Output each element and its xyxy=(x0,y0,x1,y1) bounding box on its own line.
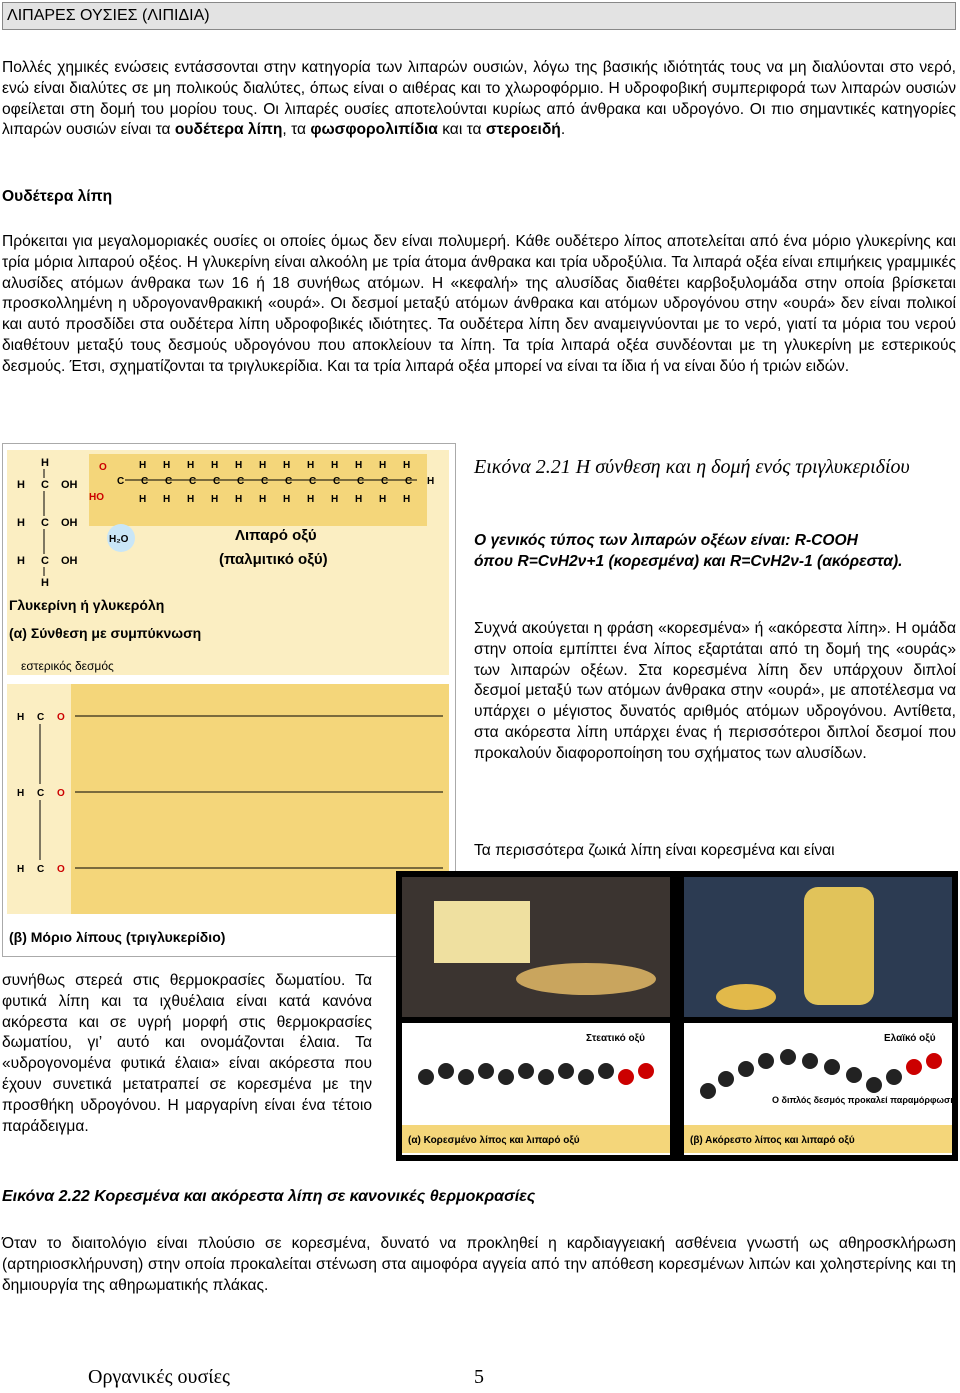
svg-text:H: H xyxy=(331,460,339,471)
svg-text:O: O xyxy=(57,864,65,875)
closing-paragraph: Όταν το διαιτολόγιο είναι πλούσιο σε κορεσμένα, δυνατό να προκληθεί η καρδιαγγειακή ασθένεια γνωστή ως αθηροσκλήρωση (αρτηριοσκλήρυνση) στην οποία προκαλείται στένωση στα αιμοφόρα αγγεία από την απόθεση κορεσμένων λιπών και χοληστερίνης και τη δημιουργία της αθηρωματικής πλάκας. xyxy=(2,1235,956,1294)
triglyceride-panel-bg xyxy=(7,684,449,914)
svg-text:H: H xyxy=(355,494,363,505)
svg-text:C: C xyxy=(41,555,49,567)
fatty-acid-formula xyxy=(474,531,956,573)
svg-text:C: C xyxy=(37,864,45,875)
butter-block xyxy=(434,901,530,963)
svg-text:C: C xyxy=(141,476,149,487)
svg-text:H: H xyxy=(235,494,243,505)
svg-text:H: H xyxy=(307,494,315,505)
svg-text:C: C xyxy=(213,476,221,487)
svg-text:H: H xyxy=(211,460,219,471)
svg-text:H: H xyxy=(139,460,147,471)
svg-text:H: H xyxy=(403,494,411,505)
animal-fats-sentence-start: Τα περισσότερα ζωικά λίπη είναι κορεσμένα και είναι xyxy=(474,842,835,859)
svg-text:H: H xyxy=(259,460,267,471)
page-number: 5 xyxy=(474,1366,484,1388)
term-phospholipids: φωσφορολιπίδια xyxy=(310,121,438,139)
svg-text:C: C xyxy=(405,476,413,487)
svg-text:C: C xyxy=(333,476,341,487)
svg-text:C: C xyxy=(285,476,293,487)
glycerol-label: Γλυκερίνη ή γλυκερόλη xyxy=(9,597,165,613)
svg-text:C: C xyxy=(117,476,125,487)
svg-text:C: C xyxy=(41,517,49,529)
ho-group: HO xyxy=(89,492,104,503)
svg-text:H: H xyxy=(283,494,291,505)
section-heading: Ουδέτερα λίπη xyxy=(2,188,113,205)
saturated-fat-label: (α) Κορεσμένο λίπος και λιπαρό οξύ xyxy=(408,1135,580,1146)
svg-text:H: H xyxy=(17,517,25,529)
svg-text:H: H xyxy=(403,460,411,471)
svg-text:C: C xyxy=(165,476,173,487)
svg-text:H: H xyxy=(259,494,267,505)
section-paragraph: Πρόκειται για μεγαλομοριακές ουσίες οι οποίες όμως δεν είναι πολυμερή. Κάθε ουδέτερο λίπος αποτελείται από ένα μόριο γλυκερίνης και τρία μόρια λιπαρού οξέος. Η γλυκερίνη είναι αλκοόλη με τρία άτομα άνθρακα και τρία υδροξύλια. Τα λιπαρά οξέα είναι επιμήκεις γραμμικές αλυσίδες ατόμων άνθρακα των 16 ή 18 συνήθως ατόμων. Η «κεφαλή» της αλυσίδας διαθέτει καρβοξυλομάδα στην οποία βρίσκεται προσκολλημένη η υδρογονανθρακική «ουρά». Οι δεσμοί μεταξύ ατόμων άνθρακα και ατόμων υδρογόνου στην «ουρά» δεν είναι πολικοί και αυτό προσδίδει στα ουδέτερα λίπη υδροφοβικές ιδιότητες. Τα ουδέτερα λίπη δεν αναμειγνύονται με το νερό, γιατί τα μόρια του νερού διαθέτουν μεταξύ τους δεσμούς υδρογόνου που αποκλείουν τα λίπη. Τα τρία λιπαρά οξέα συνδέονται με τη γλυκερίνη με εστερικούς δεσμούς. Έτσι, σχηματίζονται τα τριγλυκερίδια. Και τα τρία λιπαρά οξέα μπορεί να είναι τα ίδια ή να είναι δύο ή τριών ειδών. xyxy=(2,233,956,375)
formula-line-1: Ο γενικός τύπος των λιπαρών οξέων είναι: R-COOH xyxy=(474,532,858,549)
footer-section-name: Οργανικές ουσίες xyxy=(88,1366,230,1388)
term-neutral-fats: ουδέτερα λίπη xyxy=(174,121,283,139)
stearic-acid-label: Στεατικό οξύ xyxy=(586,1033,645,1044)
svg-text:H: H xyxy=(379,460,387,471)
svg-text:H: H xyxy=(187,460,195,471)
svg-text:H: H xyxy=(187,494,195,505)
svg-text:O: O xyxy=(99,462,107,473)
oleic-acid-label: Ελαϊκό οξύ xyxy=(884,1033,936,1044)
svg-text:OH: OH xyxy=(61,517,78,529)
svg-text:H: H xyxy=(163,460,171,471)
svg-text:C: C xyxy=(189,476,197,487)
margarine-tray xyxy=(516,963,656,995)
double-bond-note: Ο διπλός δεσμός προκαλεί παραμόρφωση xyxy=(772,1095,956,1105)
term-steroids: στεροειδή xyxy=(485,121,561,139)
triglyceride-label: (β) Μόριο λίπους (τριγλυκερίδιο) xyxy=(9,929,226,945)
figure-2-22-caption: Εικόνα 2.22 Κορεσμένα και ακόρεστα λίπη σε κανονικές θερμοκρασίες xyxy=(2,1188,536,1205)
title-bar xyxy=(2,2,956,30)
palmitic-acid-label: (παλμιτικό οξύ) xyxy=(219,551,328,568)
svg-text:H: H xyxy=(17,864,25,875)
figure-triglyceride xyxy=(2,443,456,957)
svg-text:H: H xyxy=(235,460,243,471)
svg-text:C: C xyxy=(381,476,389,487)
triglyceride-diagram xyxy=(3,444,455,956)
svg-text:C: C xyxy=(37,788,45,799)
svg-text:H: H xyxy=(379,494,387,505)
svg-text:C: C xyxy=(41,479,49,491)
svg-text:C: C xyxy=(37,712,45,723)
ester-bond-label: εστερικός δεσμός xyxy=(21,659,114,673)
svg-text:O: O xyxy=(57,788,65,799)
svg-text:C: C xyxy=(309,476,317,487)
svg-text:H: H xyxy=(163,494,171,505)
svg-text:H: H xyxy=(283,460,291,471)
svg-text:H: H xyxy=(307,460,315,471)
svg-text:H: H xyxy=(355,460,363,471)
svg-text:H: H xyxy=(41,577,49,589)
svg-text:C: C xyxy=(237,476,245,487)
water-label: H₂O xyxy=(109,534,129,545)
oil-bottle xyxy=(804,887,874,1005)
fatty-acid-label: Λιπαρό οξύ xyxy=(235,527,317,544)
svg-text:H: H xyxy=(17,712,25,723)
svg-text:H: H xyxy=(17,479,25,491)
svg-text:C: C xyxy=(261,476,269,487)
saturated-unsaturated-paragraph: Συχνά ακούγεται η φράση «κορεσμένα» ή «ακόρεστα λίπη». Η ομάδα στην οποία εμπίπτει ένα λίπος εξαρτάται από τη δομή της «ουράς» των λιπαρών οξέων. Στα κορεσμένα λίπη δεν υπάρχουν διπλοί δεσμοί μεταξύ των ατόμων άνθρακα στην «ουρά», με αποτέλεσμα να υπάρχει ο μέγιστος δυνατός αριθμός ατόμων υδρογόνου. Αντίθετα, στα ακόρεστα λίπη υπάρχει ένας ή περισσότεροι διπλοί δεσμοί που προκαλούν διαφοροποίηση του σχήματος των αλυσίδων. xyxy=(474,620,956,762)
figure-2-21-caption: Εικόνα 2.21 Η σύνθεση και η δομή ενός τριγλυκεριδίου xyxy=(474,456,910,478)
intro-paragraph: Πολλές χημικές ενώσεις εντάσσονται στην κατηγορία των λιπαρών ουσιών, λόγω της βασικής ιδιότητάς τους να μη διαλύονται στο νερό, ενώ είναι διαλύτες σε μη πολικούς διαλύτες, όπως είναι ο αιθέρας και το χλωροφόρμιο. Η υδροφοβική συμπεριφορά των λιπαρών ουσιών οφείλεται στη δομή του μορίου τους. Οι λιπαρές ουσίες αποτελούνται κυρίως από άνθρακα και υδρογόνο. Οι πιο σημαντικές κατηγορίες λιπαρών ουσιών είναι τα ουδέτερα λίπη, τα φωσφορολιπίδια και τα στεροειδή. xyxy=(2,59,956,139)
formula-line-2: όπου R=CνH2ν+1 (κορεσμένα) και R=CνH2ν-1 (ακόρεστα). xyxy=(474,552,903,570)
svg-text:H: H xyxy=(17,788,25,799)
svg-text:H: H xyxy=(139,494,147,505)
svg-text:C: C xyxy=(357,476,365,487)
svg-text:H: H xyxy=(41,457,49,469)
synthesis-label: (α) Σύνθεση με συμπύκνωση xyxy=(9,625,202,641)
svg-text:O: O xyxy=(57,712,65,723)
svg-text:H: H xyxy=(331,494,339,505)
svg-text:H: H xyxy=(211,494,219,505)
svg-text:OH: OH xyxy=(61,555,78,567)
page-title: ΛΙΠΑΡΕΣ ΟΥΣΙΕΣ (ΛΙΠΙΔΙΑ) xyxy=(7,7,210,24)
unsaturated-fat-label: (β) Ακόρεστο λίπος και λιπαρό οξύ xyxy=(690,1135,855,1146)
room-temperature-paragraph: συνήθως στερεά στις θερμοκρασίες δωματίου. Τα φυτικά λίπη και τα ιχθυέλαια είναι κατά κανόνα ακόρεστα και σε υγρή μορφή στις θερμοκρασίες δωματίου, γι’ αυτό και ονομάζονται έλαια. Τα «υδρογονομένα φυτικά έλαια» είναι ακόρεστα που έχουν συνετικά μετατραπεί σε κορεσμένα με την προσθήκη υδρογόνου. Η μαργαρίνη είναι ένα τέτοιο παράδειγμα. xyxy=(2,972,372,1135)
svg-text:H: H xyxy=(427,476,435,487)
svg-text:H: H xyxy=(17,555,25,567)
svg-text:OH: OH xyxy=(61,479,78,491)
corn-cob xyxy=(716,984,776,1010)
figure-fats-photo xyxy=(396,871,958,1161)
